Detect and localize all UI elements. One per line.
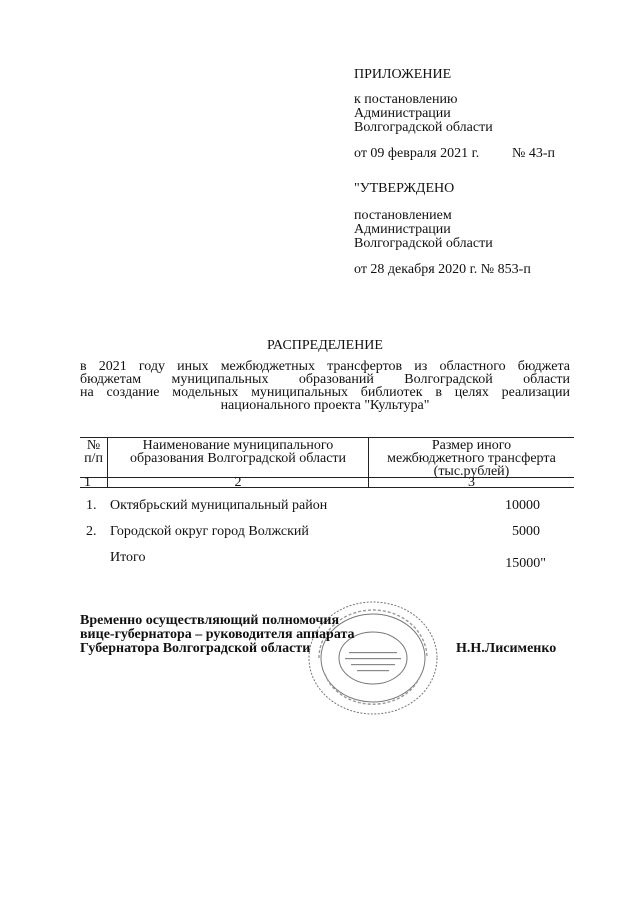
row-1-name: Октябрьский муниципальный район bbox=[110, 498, 328, 513]
header-col-num-line-2: п/п bbox=[84, 451, 103, 466]
row-2-amount: 5000 bbox=[512, 524, 540, 539]
header-col-amount-line-3: (тыс.рублей) bbox=[433, 464, 510, 479]
header-col-name-line-2: образования Волгоградской области bbox=[129, 451, 347, 466]
index-col-3: 3 bbox=[468, 475, 475, 490]
total-amount: 15000" bbox=[505, 556, 546, 571]
paragraph-line-3: на создание модельных муниципальных библиотек в целях реализации bbox=[80, 385, 570, 400]
header-col-name-line-1: Наименование муниципального bbox=[142, 438, 334, 453]
approved-title: "УТВЕРЖДЕНО bbox=[354, 181, 455, 196]
header-col-amount-line-1: Размер иного bbox=[431, 438, 512, 453]
appendix-line-1: к постановлению bbox=[354, 92, 458, 107]
index-col-1: 1 bbox=[84, 475, 91, 490]
document-title: РАСПРЕДЕЛЕНИЕ bbox=[267, 338, 383, 353]
paragraph-last-line: национального проекта "Культура" bbox=[220, 398, 430, 413]
total-label: Итого bbox=[110, 550, 146, 565]
header-col-num bbox=[80, 439, 107, 465]
signature-position-line-2: вице-губернатора – руководителя аппарата bbox=[80, 627, 355, 642]
approved-date: от 28 декабря 2020 г. № 853-п bbox=[354, 262, 531, 277]
signature-position-line-3: Губернатора Волгоградской области bbox=[80, 641, 311, 656]
header-col-num-line-1: № bbox=[86, 438, 101, 453]
row-1-num: 1. bbox=[86, 498, 97, 513]
header-col-name bbox=[108, 439, 368, 465]
appendix-title: ПРИЛОЖЕНИЕ bbox=[354, 67, 452, 82]
row-2-num: 2. bbox=[86, 524, 97, 539]
appendix-line-3: Волгоградской области bbox=[354, 120, 493, 135]
appendix-number: № 43-п bbox=[512, 146, 556, 161]
distribution-table bbox=[80, 437, 574, 488]
paragraph-line-2: бюджетам муниципальных образований Волгоградской области bbox=[80, 372, 570, 387]
index-col-2: 2 bbox=[234, 475, 242, 490]
signature-name: Н.Н.Лисименко bbox=[456, 641, 557, 656]
row-2-name: Городской округ город Волжский bbox=[110, 524, 309, 539]
header-col-amount-line-2: межбюджетного трансферта bbox=[387, 451, 556, 466]
signature-position-line-1: Временно осуществляющий полномочия bbox=[80, 613, 340, 628]
approved-line-1: постановлением bbox=[354, 208, 452, 223]
approved-line-2: Администрации bbox=[354, 222, 451, 237]
approved-line-3: Волгоградской области bbox=[354, 236, 493, 251]
appendix-line-2: Администрации bbox=[354, 106, 451, 121]
header-col-amount bbox=[369, 439, 574, 478]
appendix-date: от 09 февраля 2021 г. bbox=[354, 146, 480, 161]
paragraph-line-1: в 2021 году иных межбюджетных трансфертов из областного бюджета bbox=[80, 359, 570, 374]
row-1-amount: 10000 bbox=[505, 498, 540, 513]
